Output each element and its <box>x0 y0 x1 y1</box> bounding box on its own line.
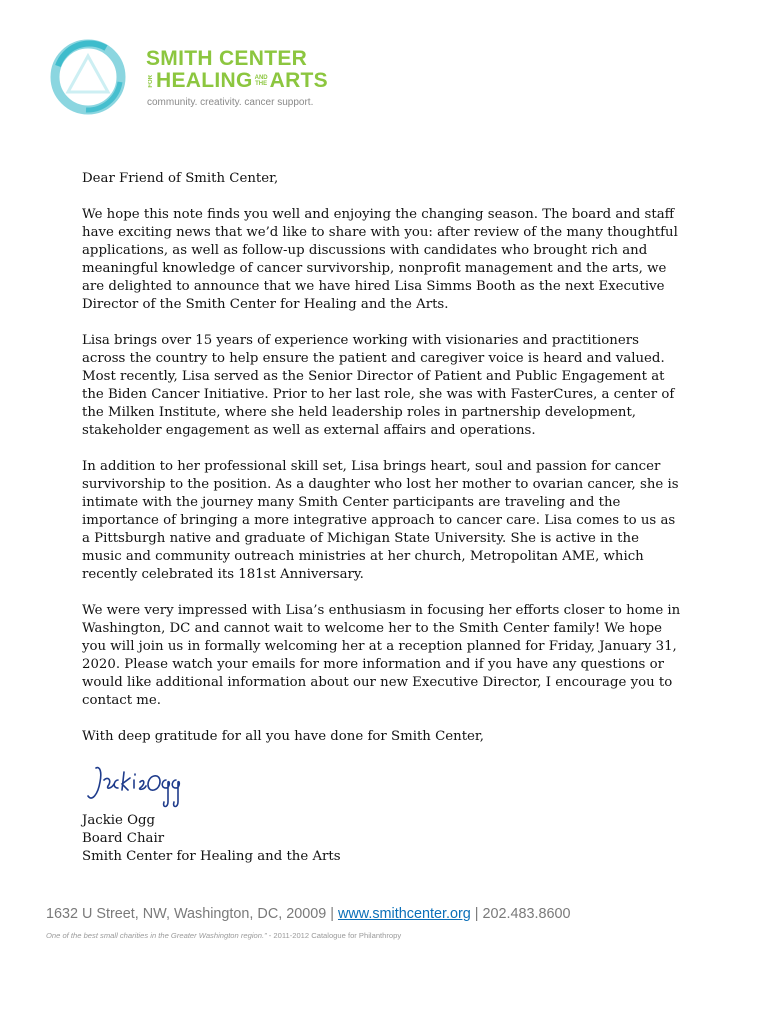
signer-name: Jackie Ogg <box>82 813 156 828</box>
footer-address: 1632 U Street, NW, Washington, DC, 20009 <box>46 906 327 922</box>
logo-for-word: FOR <box>148 74 154 88</box>
logo-tagline: community. creativity. cancer support. <box>147 97 314 108</box>
paragraph-announcement: We hope this note finds you well and enjoying the changing season. The board and staff have exciting news that we’d like to share with you: after review of the many thoughtful applications, as well as follow-up discussions with candidates who brought rich and meaningful knowledge of cancer survivorship, nonprofit management and the arts, we are delighted to announce that we have hired Lisa Simms Booth as the next Executive Director of the Smith Center for Healing and the Arts. <box>82 207 678 312</box>
paragraph-experience: Lisa brings over 15 years of experience working with visionaries and practitioners across the country to help ensure the patient and caregiver voice is heard and valued. Most recently, Lisa served as the Senior Director of Patient and Public Engagement at the Biden Cancer Initiative. Prior to her last role, she was with FasterCures, a center of the Milken Institute, where she held leadership roles in partnership development, stakeholder engagement as well as external affairs and operations. <box>82 333 675 438</box>
closing-line: With deep gratitude for all you have done for Smith Center, <box>82 729 485 744</box>
letter-body <box>82 170 682 764</box>
footer-separator: | <box>330 906 334 922</box>
paragraph-personal: In addition to her professional skill set, Lisa brings heart, soul and passion for cancer survivorship to the position. As a daughter who lost her mother to ovarian cancer, she is intimate with the journey many Smith Center participants are traveling and the importance of bringing a more integrative approach to cancer care. Lisa comes to us as a Pittsburgh native and graduate of Michigan State University. She is active in the music and community outreach ministries at her church, Metropolitan AME, which recently celebrated its 181st Anniversary. <box>82 459 679 582</box>
logo-healing-word: HEALING <box>156 69 253 92</box>
salutation: Dear Friend of Smith Center, <box>82 171 279 186</box>
footer-note <box>46 931 401 940</box>
footer-separator-2: | <box>474 906 479 922</box>
logo-and-word: AND <box>254 75 268 81</box>
logo-line-1: SMITH CENTER <box>146 47 308 70</box>
website-link[interactable]: www.smithcenter.org <box>337 906 471 922</box>
footer-contact <box>46 906 571 922</box>
logo-and-the <box>255 75 268 87</box>
logo-the-word: THE <box>255 81 268 87</box>
paragraph-welcome: We were very impressed with Lisa’s enthusiasm in focusing her efforts closer to home in Washington, DC and cannot wait to welcome her to the Smith Center family! We hope you will join us in formally welcoming her at a reception planned for Friday, January 31, 2020. Please watch your emails for more information and if you have any questions or would like additional information about our new Executive Director, I encourage you to contact me. <box>82 603 681 708</box>
footer-quote: One of the best small charities in the Greater Washington region.” <box>46 931 267 940</box>
handwritten-signature <box>82 758 192 810</box>
footer-phone: 202.483.8600 <box>482 906 571 922</box>
logo-wordmark <box>146 48 328 92</box>
footer-source: - 2011-2012 Catalogue for Philanthropy <box>266 931 402 940</box>
signer-organization: Smith Center for Healing and the Arts <box>82 849 341 864</box>
signature-block <box>82 812 341 866</box>
logo-arts-word: ARTS <box>269 69 328 92</box>
circle-triangle-logo-icon <box>46 36 134 118</box>
signer-title: Board Chair <box>82 831 165 846</box>
organization-logo <box>46 36 346 118</box>
